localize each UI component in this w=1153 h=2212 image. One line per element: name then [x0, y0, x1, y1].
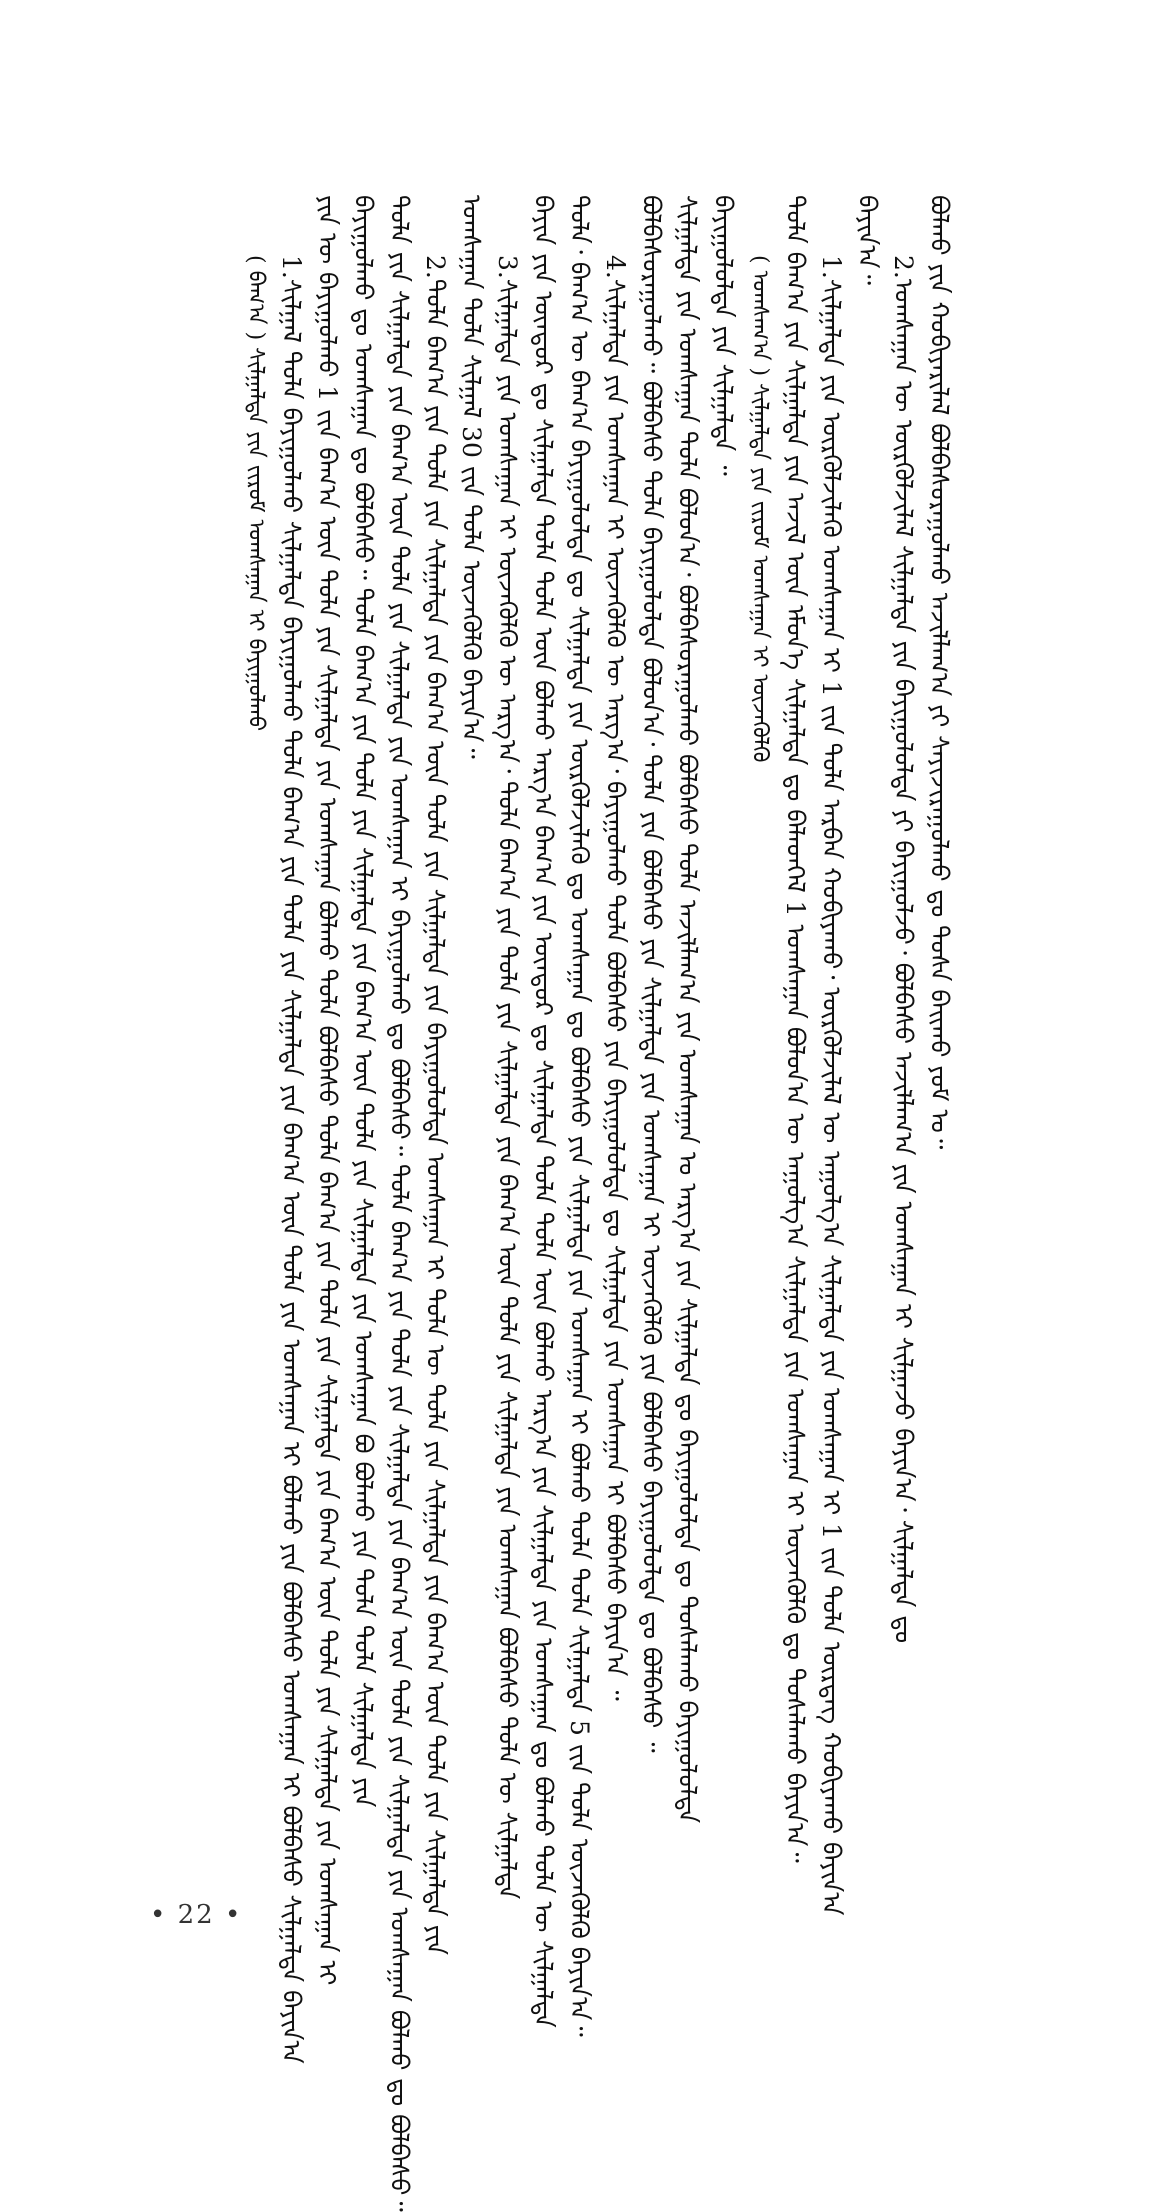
text-line: ᠪᠤᠯᠬᠤ ᠶᠢᠨ ᠬᠤᠪᠢᠶᠠᠷᠢᠯᠠᠯ ᠪᠣᠯᠪᠠᠰᠤᠷᠠᠭᠤᠯᠬᠤ ᠠᠵᠢᠯᠯᠠᠭ᠎ᠠ ᠶᠢ ᠰᠠᠶᠢᠵᠢᠷᠠᠭᠤᠯᠬᠤ ᠳᠤ ᠲᠤᠰᠠ ᠪᠠᠢᠬᠤ ᠶᠤᠮ ᠤ᠃	[925, 195, 954, 1150]
text-line: ᠲᠤᠯᠠ ᠪᠠᠭ᠎ᠠ ᠶᠢᠨ ᠰᠢᠯᠭᠠᠯᠲᠠ ᠶᠢᠨ ᠠᠵᠢᠯ ᠦᠨ ᠡᠮᠦᠨ᠎ᠡ ᠰᠢᠯᠭᠠᠯᠲᠠ ᠳᠤ ᠪᠡᠯᠡᠳᠬᠡᠯ 1 ᠤᠭᠰᠠᠭᠠᠨ ᠪᠤᠯᠤᠨ᠎ᠠ ᠦ ᠠᠭᠤᠯᠭ᠎ᠠ ᠰᠢᠯᠭᠠᠯᠲᠠ ᠶᠢᠨ ᠤᠭᠰᠠᠭᠠᠨ ᠢ ᠦᠵᠡᠭᠦᠯᠬᠦ ᠳᠤ ᠲᠤᠰᠠᠯᠠᠬᠤ ᠪᠠᠶᠢᠨ᠎ᠠ᠃	[781, 195, 810, 1863]
page-number: • 22 •	[150, 1900, 243, 1930]
section-heading: ( ᠪᠠᠭ᠎ᠠ ) ᠰᠢᠯᠭᠠᠯᠲᠠ ᠶᠢᠨ ᠵᠢᠷᠤᠮ ᠤᠭᠰᠠᠭᠠᠨ ᠢ ᠪᠠᠶᠢᠭᠤᠯᠬᠤ	[243, 255, 268, 732]
text-line: 2.ᠲᠤᠯᠠ ᠪᠠᠭ᠎ᠠ ᠶᠢᠨ ᠲᠤᠯᠠ ᠶᠢᠨ ᠰᠢᠯᠭᠠᠯᠲᠠ ᠶᠢᠨ ᠪᠠᠭ᠎ᠠ ᠦᠨ ᠲᠤᠯᠠ ᠶᠢᠨ ᠰᠢᠯᠭᠠᠯᠲᠠ ᠶᠢᠨ ᠪᠠᠶᠢᠭᠤᠯᠤᠯᠲᠠ ᠤᠭᠰᠠᠭᠠᠨ ᠢ ᠲᠤᠯᠠ ᠦ ᠲᠤᠯᠠ ᠶᠢᠨ ᠰᠢᠯᠭᠠᠯᠲᠠ ᠶᠢᠨ ᠪᠠᠭ᠎ᠠ ᠦᠨ ᠲᠤᠯᠠ ᠶᠢᠨ ᠰᠢᠯᠭᠠᠯᠲᠠ ᠶᠢᠨ	[421, 255, 450, 1956]
text-line: 2.ᠤᠭᠰᠠᠭᠠᠨ ᠦ ᠦᠷᠭᠦᠯᠵᠢᠯᠡᠯ ᠰᠢᠯᠭᠠᠯᠲᠠ ᠶᠢᠨ ᠪᠠᠶᠢᠭᠤᠯᠤᠯᠲᠠ ᠶᠢ ᠪᠠᠶᠢᠭᠤᠯᠵᠤ᠂ ᠪᠤᠯᠪᠠᠰᠤ ᠠᠵᠢᠯᠯᠠᠭ᠎ᠠ ᠶᠢᠨ ᠤᠭᠰᠠᠭᠠᠨ ᠢ ᠰᠢᠯᠭᠠᠵᠤ ᠪᠠᠶᠢᠨ᠎ᠠ᠂ ᠰᠢᠯᠭᠠᠯᠲᠠ ᠳᠤ	[889, 255, 918, 1644]
text-line: 1.ᠰᠢᠯᠭᠠᠯᠲᠠ ᠶᠢᠨ ᠦᠷᠭᠦᠯᠵᠢᠯᠡᠬᠦ ᠤᠭᠰᠠᠭᠠᠨ ᠢ 1 ᠵᠢᠨ ᠲᠤᠯᠠ ᠠᠷᠪᠠᠨ ᠬᠤᠪᠢᠶᠠᠬᠤ᠂ ᠦᠷᠭᠦᠯᠵᠢᠯᠡᠯ ᠦ ᠠᠭᠤᠯᠭ᠎ᠠ ᠰᠢᠯᠭᠠᠯᠲᠠ ᠶᠢᠨ ᠤᠭᠰᠠᠭᠠᠨ ᠢ 1 ᠵᠢᠨ ᠲᠤᠯᠠ ᠦᠷᠲᠡᠭ ᠬᠤᠪᠢᠶᠠᠬᠤ ᠪᠠᠶᠢᠨ᠎ᠠ	[817, 255, 846, 1916]
text-line: 1.ᠰᠢᠯᠭᠠᠯ ᠲᠤᠯᠠ ᠪᠠᠶᠢᠭᠤᠯᠬᠤ ᠰᠢᠯᠭᠠᠯᠲᠠ ᠪᠠᠶᠢᠭᠤᠯᠬᠤ ᠲᠤᠯᠠ ᠪᠠᠭ᠎ᠠ ᠶᠢᠨ ᠲᠤᠯᠠ ᠶᠢᠨ ᠰᠢᠯᠭᠠᠯᠲᠠ ᠶᠢᠨ ᠪᠠᠭ᠎ᠠ ᠦᠨ ᠲᠤᠯᠠ ᠶᠢᠨ ᠤᠭᠰᠠᠭᠠᠨ ᠢ ᠪᠤᠯᠬᠤ ᠶᠢᠨ ᠪᠤᠯᠪᠠᠰᠤ ᠤᠭᠰᠠᠭᠠᠨ ᠢ ᠪᠤᠯᠪᠠᠰᠤ ᠰᠢᠯᠭᠠᠯᠲᠠ ᠪᠠᠶᠢᠨ᠎ᠠ	[277, 255, 306, 2064]
text-line: ᠤᠭᠰᠠᠭᠠᠨ ᠲᠤᠯᠠ ᠰᠢᠯᠭᠠᠯ 30 ᠵᠢᠨ ᠲᠤᠯᠠ ᠦᠵᠡᠭᠦᠯᠬᠦ ᠪᠠᠶᠢᠨ᠎ᠠ᠃	[457, 195, 486, 759]
text-line: ᠪᠠᠶᠢᠨ᠎ᠠ᠃	[853, 195, 882, 285]
text-line: ᠰᠢᠯᠭᠠᠯᠲᠠ ᠶᠢᠨ ᠤᠭᠰᠠᠭᠠᠨ ᠲᠤᠯᠠ ᠪᠤᠯᠤᠨ᠎ᠠ᠂ ᠪᠤᠯᠪᠠᠰᠤᠷᠠᠭᠤᠯᠬᠤ ᠪᠣᠯᠪᠠᠰᠤ ᠲᠤᠯᠠ ᠠᠵᠢᠯᠯᠠᠭ᠎ᠠ ᠶᠢᠨ ᠤᠭᠰᠠᠭᠠᠨ ᠤ ᠠᠷᠭ᠎ᠠ ᠶᠢᠨ ᠰᠢᠯᠭᠠᠯᠲᠠ ᠳᠤ ᠪᠠᠶᠢᠭᠤᠯᠤᠯᠲᠠ ᠳᠤ ᠲᠤᠰᠠᠯᠠᠬᠤ ᠪᠠᠶᠢᠭᠤᠯᠤᠯᠲᠠ	[673, 195, 702, 1824]
text-line: ᠲᠤᠯᠠ᠂ ᠪᠠᠭ᠎ᠠ ᠦ ᠪᠠᠭ᠎ᠠ ᠪᠠᠶᠢᠭᠤᠯᠤᠯᠲᠠ ᠳᠤ ᠰᠢᠯᠭᠠᠯᠲᠠ ᠶᠢᠨ ᠦᠷᠭᠦᠯᠵᠢᠯᠡᠬᠦ ᠳᠤ ᠤᠭᠰᠠᠭᠠᠨ ᠳᠤ ᠪᠤᠯᠪᠠᠰᠤ ᠶᠢᠨ ᠰᠢᠯᠭᠠᠯᠲᠠ ᠶᠢᠨ ᠤᠭᠰᠠᠭᠠᠨ ᠢ ᠪᠤᠯᠬᠤ ᠲᠤᠯᠠ ᠲᠤᠯᠠ ᠰᠢᠯᠭᠠᠯᠲᠠ 5 ᠵᠢᠨ ᠲᠤᠯᠠ ᠦᠵᠡᠭᠦᠯᠬᠦ ᠪᠠᠶᠢᠨ᠎ᠠ᠃	[565, 195, 594, 2037]
text-line: ᠪᠠᠶᠢᠭᠤᠯᠤᠯᠲᠠ ᠶᠢᠨ ᠰᠢᠯᠭᠠᠯᠲᠠ ᠃	[709, 195, 738, 476]
text-line: ᠶᠢᠨ ᠦ ᠪᠠᠶᠢᠭᠤᠯᠬᠤ 1 ᠵᠢᠨ ᠪᠠᠭ᠎ᠠ ᠦᠨ ᠲᠤᠯᠠ ᠶᠢᠨ ᠰᠢᠯᠭᠠᠯᠲᠠ ᠶᠢᠨ ᠤᠭᠰᠠᠭᠠᠨ ᠪᠤᠯᠬᠤ ᠲᠤᠯᠠ ᠪᠤᠯᠪᠠᠰᠤ ᠲᠤᠯᠠ ᠪᠠᠭ᠎ᠠ ᠶᠢᠨ ᠲᠤᠯᠠ ᠶᠢᠨ ᠰᠢᠯᠭᠠᠯᠲᠠ ᠶᠢᠨ ᠪᠠᠭ᠎ᠠ ᠦᠨ ᠲᠤᠯᠠ ᠶᠢᠨ ᠰᠢᠯᠭᠠᠯᠲᠠ ᠶᠢᠨ ᠤᠭᠰᠠᠭᠠᠨ ᠢ	[313, 195, 342, 1986]
text-line: ᠪᠤᠯᠪᠠᠰᠤᠷᠠᠭᠤᠯᠬᠤ᠃ ᠪᠤᠯᠪᠠᠰᠤ ᠲᠤᠯᠠ ᠪᠠᠶᠢᠭᠤᠯᠤᠯᠲᠠ ᠪᠤᠯᠤᠨ᠎ᠠ᠂ ᠲᠤᠯᠠ ᠶᠢᠨ ᠪᠤᠯᠪᠠᠰᠤ ᠶᠢᠨ ᠰᠢᠯᠭᠠᠯᠲᠠ ᠶᠢᠨ ᠤᠭᠰᠠᠭᠠᠨ ᠢ ᠦᠵᠡᠭᠦᠯᠬᠦ ᠶᠢᠨ ᠪᠤᠯᠪᠠᠰᠤ ᠪᠠᠶᠢᠭᠤᠯᠤᠯᠲᠠ ᠳᠤ ᠪᠤᠯᠪᠠᠰᠤ ᠃	[637, 195, 666, 1753]
text-line: ᠪᠠᠶᠢᠨ ᠶᠢᠨ ᠦᠨᠳᠦᠷ ᠳᠤ ᠰᠢᠯᠭᠠᠯᠲᠠ ᠲᠤᠯᠠ ᠲᠤᠯᠠ ᠦᠨ ᠪᠤᠯᠬᠤ ᠠᠷᠭ᠎ᠠ ᠪᠠᠭ᠎ᠠ ᠶᠢᠨ ᠦᠨᠳᠦᠷ ᠳᠤ ᠰᠢᠯᠭᠠᠯᠲᠠ ᠲᠤᠯᠠ ᠲᠤᠯᠠ ᠦᠨ ᠪᠤᠯᠬᠤ ᠠᠷᠭ᠎ᠠ ᠶᠢᠨ ᠰᠢᠯᠭᠠᠯᠲᠠ ᠶᠢᠨ ᠤᠭᠰᠠᠭᠠᠨ ᠳᠤ ᠪᠤᠯᠬᠤ ᠲᠤᠯᠠ ᠦ ᠰᠢᠯᠭᠠᠯᠲᠠ	[529, 195, 558, 2028]
text-line: 3.ᠰᠢᠯᠭᠠᠯᠲᠠ ᠶᠢᠨ ᠤᠭᠰᠠᠭᠠᠨ ᠢ ᠦᠵᠡᠭᠦᠯᠬᠦ ᠦ ᠠᠷᠭ᠎ᠠ᠂ ᠲᠤᠯᠠ ᠪᠠᠭ᠎ᠠ ᠶᠢᠨ ᠲᠤᠯᠠ ᠶᠢᠨ ᠰᠢᠯᠭᠠᠯᠲᠠ ᠶᠢᠨ ᠪᠠᠭ᠎ᠠ ᠦᠨ ᠲᠤᠯᠠ ᠶᠢᠨ ᠰᠢᠯᠭᠠᠯᠲᠠ ᠶᠢᠨ ᠤᠭᠰᠠᠭᠠᠨ ᠪᠤᠯᠪᠠᠰᠤ ᠲᠤᠯᠠ ᠦ ᠰᠢᠯᠭᠠᠯᠲᠠ	[493, 255, 522, 1900]
text-line: ᠲᠤᠯᠠ ᠶᠢᠨ ᠰᠢᠯᠭᠠᠯᠲᠠ ᠶᠢᠨ ᠪᠠᠭ᠎ᠠ ᠦᠨ ᠲᠤᠯᠠ ᠶᠢᠨ ᠰᠢᠯᠭᠠᠯᠲᠠ ᠶᠢᠨ ᠤᠭᠰᠠᠭᠠᠨ ᠢ ᠪᠠᠶᠢᠭᠤᠯᠬᠤ ᠳᠤ ᠪᠤᠯᠪᠠᠰᠤ᠃ ᠲᠤᠯᠠ ᠪᠠᠭ᠎ᠠ ᠶᠢᠨ ᠲᠤᠯᠠ ᠶᠢᠨ ᠰᠢᠯᠭᠠᠯᠲᠠ ᠶᠢᠨ ᠪᠠᠭ᠎ᠠ ᠦᠨ ᠲᠤᠯᠠ ᠶᠢᠨ ᠰᠢᠯᠭᠠᠯᠲᠠ ᠶᠢᠨ ᠤᠭᠰᠠᠭᠠᠨ ᠪᠤᠯᠬᠤ ᠳᠤ ᠪᠤᠯᠪᠠᠰᠤ᠃	[385, 195, 414, 2212]
text-line: ᠪᠠᠶᠢᠭᠤᠯᠬᠤ ᠳᠤ ᠤᠭᠰᠠᠭᠠᠨ ᠳᠤ ᠪᠤᠯᠪᠠᠰᠤ᠃ ᠲᠤᠯᠠ ᠪᠠᠭ᠎ᠠ ᠶᠢᠨ ᠲᠤᠯᠠ ᠶᠢᠨ ᠰᠢᠯᠭᠠᠯᠲᠠ ᠶᠢᠨ ᠪᠠᠭ᠎ᠠ ᠦᠨ ᠲᠤᠯᠠ ᠶᠢᠨ ᠰᠢᠯᠭᠠᠯᠲᠠ ᠶᠢᠨ ᠤᠭᠰᠠᠭᠠᠨ ᠪᠤ ᠪᠤᠯᠬᠤ ᠶᠢᠨ ᠲᠤᠯᠠ ᠲᠤᠯᠠ ᠰᠢᠯᠭᠠᠯᠲᠠ ᠶᠢᠨ	[349, 195, 378, 1808]
section-heading: ( ᠤᠭᠰᠠᠭ᠎ᠠ ) ᠰᠢᠯᠭᠠᠯᠲᠠ ᠶᠢᠨ ᠵᠢᠷᠤᠮ ᠤᠭᠰᠠᠭᠠᠨ ᠢ ᠦᠵᠡᠭᠦᠯᠬᠦ	[747, 255, 772, 763]
text-line: 4.ᠰᠢᠯᠭᠠᠯᠲᠠ ᠶᠢᠨ ᠤᠭᠰᠠᠭᠠᠨ ᠢ ᠦᠵᠡᠭᠦᠯᠬᠦ ᠦ ᠠᠷᠭ᠎ᠠ᠂ ᠪᠠᠶᠢᠭᠤᠯᠬᠤ ᠲᠤᠯᠠ ᠪᠤᠯᠪᠠᠰᠤ ᠶᠢᠨ ᠪᠠᠶᠢᠭᠤᠯᠤᠯᠲᠠ ᠳᠤ ᠰᠢᠯᠭᠠᠯᠲᠠ ᠶᠢᠨ ᠤᠭᠰᠠᠭᠠᠨ ᠢ ᠪᠤᠯᠪᠠᠰᠤ ᠪᠠᠶᠢᠨ᠎ᠠ ᠃	[601, 255, 630, 1701]
